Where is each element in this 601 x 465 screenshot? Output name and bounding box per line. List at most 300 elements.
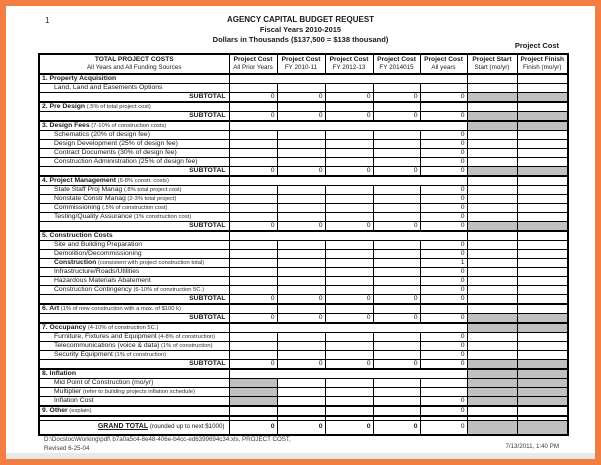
row-label-note: (1% of construction): [159, 343, 213, 349]
column-header-project-finish: Project Finish Finish (mo/yr): [517, 54, 568, 74]
bottom-gray-strip: [6, 453, 595, 459]
row-label-text: Contract Documents (30% of design fee): [54, 149, 177, 156]
cost-cell: [373, 286, 420, 295]
cost-cell: 0: [420, 333, 467, 342]
start-cell: [467, 406, 517, 416]
row-label-text: Construction Contingency: [54, 286, 132, 293]
project-cost-corner-label: Project Cost: [514, 41, 559, 50]
cost-cell: [229, 379, 277, 388]
page-number: 1: [45, 16, 50, 25]
start-cell: [467, 102, 517, 112]
finish-cell: [517, 158, 568, 167]
cost-cell: [325, 241, 373, 250]
table-row: [39, 250, 568, 259]
cost-cell: [325, 204, 373, 213]
start-cell: [467, 131, 517, 140]
start-cell: [467, 333, 517, 342]
table-row: [39, 406, 568, 416]
finish-cell: [517, 420, 568, 435]
cost-cell: 1: [420, 259, 467, 268]
cost-cell: 0: [277, 167, 325, 177]
start-cell: [467, 314, 517, 324]
cost-cell: [373, 204, 420, 213]
row-label-text: Construction Administration (25% of design fee): [54, 158, 198, 165]
finish-cell: [517, 379, 568, 388]
row-label-text: Inflation Cost: [54, 397, 94, 404]
row-label: [39, 277, 229, 286]
cost-cell: [420, 304, 467, 314]
table-row: [39, 121, 568, 131]
row-label: [39, 342, 229, 351]
row-label: [39, 241, 229, 250]
row-label-text: Furniture, Fixtures and Equipment: [54, 333, 157, 340]
cost-cell: 0: [277, 112, 325, 122]
cost-cell: [325, 397, 373, 407]
cost-cell: [325, 250, 373, 259]
row-label-note: (1% construction cost): [132, 214, 192, 220]
column-header-all-prior-years: Project Cost All Prior Years: [229, 54, 277, 74]
cost-cell: 0: [420, 406, 467, 416]
cost-cell: [277, 397, 325, 407]
row-label: SUBTOTAL: [39, 167, 229, 177]
cost-cell: 0: [420, 131, 467, 140]
finish-cell: [517, 204, 568, 213]
start-cell: [467, 231, 517, 241]
cost-cell: [325, 102, 373, 112]
row-label-text: Nonstate Constr Manag: [54, 195, 126, 202]
finish-cell: [517, 102, 568, 112]
cost-cell: [325, 379, 373, 388]
cost-cell: [325, 84, 373, 93]
start-cell: [467, 167, 517, 177]
merged-cost-cell: [229, 231, 467, 241]
cost-cell: 0: [229, 167, 277, 177]
cost-cell: 0: [373, 222, 420, 232]
finish-cell: [517, 314, 568, 324]
cost-cell: [373, 342, 420, 351]
cost-cell: [229, 241, 277, 250]
start-cell: [467, 295, 517, 305]
row-label: [39, 388, 229, 397]
start-cell: [467, 268, 517, 277]
table-row: [39, 131, 568, 140]
row-label-text: 5. Construction Costs: [42, 232, 113, 239]
cost-cell: 0: [325, 167, 373, 177]
row-label-note: (6-10% of construction 5C.): [131, 287, 205, 293]
cost-cell: [420, 379, 467, 388]
cost-cell: [420, 102, 467, 112]
row-label: [39, 84, 229, 93]
finish-cell: [517, 286, 568, 295]
cost-cell: [325, 213, 373, 222]
cost-cell: 0: [420, 204, 467, 213]
row-label: [39, 351, 229, 360]
row-label: [39, 268, 229, 277]
row-label: [39, 379, 229, 388]
row-label-text: 9. Other: [42, 407, 68, 414]
cost-cell: 0: [229, 295, 277, 305]
table-row: [39, 158, 568, 167]
cost-cell: 0: [229, 222, 277, 232]
start-cell: [467, 84, 517, 93]
cost-cell: [277, 379, 325, 388]
cost-cell: [373, 379, 420, 388]
cost-cell: 0: [229, 314, 277, 324]
row-label: [39, 397, 229, 407]
finish-cell: [517, 167, 568, 177]
finish-cell: [517, 304, 568, 314]
merged-cost-cell: [229, 176, 467, 186]
start-cell: [467, 397, 517, 407]
row-label-text: 1. Property Acquisition: [42, 75, 117, 82]
finish-cell: [517, 250, 568, 259]
cost-cell: 0: [373, 167, 420, 177]
table-row: [39, 222, 568, 232]
cost-cell: [420, 388, 467, 397]
start-cell: [467, 323, 517, 333]
cost-cell: [325, 304, 373, 314]
row-label-note: (1% of new construction with a max. of $100 k): [59, 306, 181, 312]
finish-cell: [517, 342, 568, 351]
start-cell: [467, 286, 517, 295]
cost-cell: [229, 149, 277, 158]
table-row: [39, 286, 568, 295]
cost-cell: [325, 268, 373, 277]
table-row: [39, 186, 568, 195]
cost-cell: [373, 131, 420, 140]
finish-cell: [517, 195, 568, 204]
start-cell: [467, 204, 517, 213]
row-label-text: Schematics (20% of design fee): [54, 131, 150, 138]
cost-cell: [229, 213, 277, 222]
cost-cell: [277, 140, 325, 149]
row-label-text: Hazardous Materials Abatement: [54, 277, 151, 284]
row-label: [39, 323, 229, 333]
row-label: [39, 231, 229, 241]
column-header-project-start: Project Start Start (mo/yr): [467, 54, 517, 74]
finish-cell: [517, 149, 568, 158]
cost-cell: 0: [277, 360, 325, 370]
cost-cell: [373, 186, 420, 195]
cost-cell: [325, 342, 373, 351]
cost-cell: [229, 158, 277, 167]
cost-cell: [229, 397, 277, 407]
cost-cell: [325, 351, 373, 360]
cost-cell: [277, 351, 325, 360]
finish-cell: [517, 131, 568, 140]
row-label-note: (.5% of total project cost): [85, 104, 151, 110]
start-cell: [467, 241, 517, 250]
row-label: [39, 149, 229, 158]
row-label-note: (7-10% of construction costs): [89, 123, 167, 129]
cost-cell: [277, 131, 325, 140]
table-row: [39, 323, 568, 333]
row-label-note: (4-10% of construction 5C.): [86, 325, 159, 331]
table-row: [39, 140, 568, 149]
cost-cell: [325, 149, 373, 158]
row-label-note: (explain): [67, 408, 92, 414]
start-cell: [467, 74, 517, 84]
cost-cell: 0: [325, 295, 373, 305]
cost-cell: 0: [420, 250, 467, 259]
row-label-text: 3. Design Fees: [42, 122, 90, 129]
column-header-total-project-costs: TOTAL PROJECT COSTS All Years and All Funding Sources: [39, 54, 229, 74]
row-label: SUBTOTAL: [39, 314, 229, 324]
finish-cell: [517, 333, 568, 342]
finish-cell: [517, 74, 568, 84]
cost-cell: [277, 186, 325, 195]
cost-cell: [277, 204, 325, 213]
start-cell: [467, 195, 517, 204]
cost-cell: 0: [420, 342, 467, 351]
cost-cell: 0: [420, 360, 467, 370]
cost-cell: [325, 333, 373, 342]
finish-cell: [517, 388, 568, 397]
cost-cell: 0: [325, 360, 373, 370]
finish-cell: [517, 213, 568, 222]
cost-cell: 0: [277, 93, 325, 103]
start-cell: [467, 360, 517, 370]
cost-cell: [229, 250, 277, 259]
cost-cell: [373, 140, 420, 149]
column-header-fy-2010-11: Project Cost FY 2010-11: [277, 54, 325, 74]
cost-cell: [325, 406, 373, 416]
row-label-note: (1% of construction): [112, 352, 167, 358]
finish-cell: [517, 121, 568, 131]
finish-cell: [517, 112, 568, 122]
table-row: [39, 167, 568, 177]
row-label-note: (consistent with project construction total): [96, 260, 205, 266]
row-label: [39, 420, 229, 435]
finish-cell: [517, 93, 568, 103]
document-page: [6, 6, 595, 459]
cost-cell: 0: [420, 397, 467, 407]
row-label-text: Multiplier: [54, 388, 82, 395]
start-cell: [467, 304, 517, 314]
cost-cell: [277, 406, 325, 416]
cost-cell: [373, 149, 420, 158]
table-row: [39, 204, 568, 213]
table-row: [39, 314, 568, 324]
cost-cell: 0: [420, 112, 467, 122]
cost-cell: 0: [373, 295, 420, 305]
cost-cell: [229, 286, 277, 295]
cost-cell: [373, 406, 420, 416]
cost-cell: 0: [373, 314, 420, 324]
column-header-all-years: Project Cost All years: [420, 54, 467, 74]
row-label-text: Construction: [54, 259, 97, 266]
table-row: [39, 231, 568, 241]
cost-cell: [373, 259, 420, 268]
column-header-fy-2012-13: Project Cost FY 2012-13: [325, 54, 373, 74]
cost-cell: 0: [325, 420, 373, 435]
footer-file-path: D:\Docstoc\Working\pdf\ b7a0a5c4-8e48-406e-b4cc-ed6399694c34.xls, PROJECT COST,: [44, 436, 291, 443]
table-row: [39, 112, 568, 122]
finish-cell: [517, 323, 568, 333]
cost-cell: [229, 259, 277, 268]
row-label: [39, 195, 229, 204]
cost-cell: 0: [373, 420, 420, 435]
cost-cell: [277, 250, 325, 259]
merged-cost-cell: [229, 121, 467, 131]
cost-cell: [277, 388, 325, 397]
cost-cell: 0: [420, 351, 467, 360]
cost-cell: 0: [420, 158, 467, 167]
start-cell: [467, 259, 517, 268]
cost-cell: [277, 84, 325, 93]
cost-cell: [229, 131, 277, 140]
table-row: [39, 259, 568, 268]
finish-cell: [517, 360, 568, 370]
cost-cell: [229, 186, 277, 195]
document-title-block: [6, 15, 595, 45]
cost-cell: 0: [420, 222, 467, 232]
row-label: SUBTOTAL: [39, 93, 229, 103]
row-label-note: (4-8% of construction): [156, 334, 216, 340]
row-label-note: (6-8% constr. costs): [116, 178, 169, 184]
finish-cell: [517, 140, 568, 149]
table-row: [39, 388, 568, 397]
cost-cell: 0: [420, 195, 467, 204]
start-cell: [467, 149, 517, 158]
row-label-text: Testing/Quality Assurance: [54, 213, 133, 220]
start-cell: [467, 213, 517, 222]
document-title: AGENCY CAPITAL BUDGET REQUEST: [226, 15, 375, 24]
grand-total-label: GRAND TOTAL: [97, 423, 149, 431]
footer-print-datetime: 7/13/2011, 1:40 PM: [505, 443, 559, 450]
table-row: [39, 195, 568, 204]
document-subtitle-fiscal-years: Fiscal Years 2010-2015: [259, 25, 342, 34]
cost-cell: 0: [325, 112, 373, 122]
row-label: [39, 304, 229, 314]
cost-cell: 0: [420, 213, 467, 222]
finish-cell: [517, 222, 568, 232]
cost-cell: [229, 84, 277, 93]
table-row: [39, 176, 568, 186]
cost-cell: 0: [420, 268, 467, 277]
row-label-text: Site and Building Preparation: [54, 241, 143, 248]
table-row: [39, 149, 568, 158]
cost-cell: [373, 277, 420, 286]
cost-cell: 0: [420, 277, 467, 286]
column-header-fy-2014-15: Project Cost FY 2014015: [373, 54, 420, 74]
cost-cell: [373, 241, 420, 250]
cost-cell: [277, 102, 325, 112]
finish-cell: [517, 277, 568, 286]
cost-cell: 0: [420, 420, 467, 435]
cost-cell: [373, 397, 420, 407]
cost-cell: [229, 195, 277, 204]
finish-cell: [517, 369, 568, 379]
cost-cell: [229, 268, 277, 277]
row-label-note: (2-3% total project): [125, 196, 177, 202]
row-label: [39, 176, 229, 186]
start-cell: [467, 250, 517, 259]
finish-cell: [517, 231, 568, 241]
table-row: [39, 342, 568, 351]
cost-cell: [277, 158, 325, 167]
cost-cell: [373, 84, 420, 93]
row-label-text: 4. Project Management: [42, 177, 117, 184]
cost-cell: [277, 149, 325, 158]
cost-cell: [325, 195, 373, 204]
table-row: [39, 379, 568, 388]
cost-cell: [325, 158, 373, 167]
cost-cell: [277, 342, 325, 351]
cost-cell: 0: [373, 93, 420, 103]
cost-cell: [229, 342, 277, 351]
cost-cell: [277, 268, 325, 277]
finish-cell: [517, 241, 568, 250]
row-label-text: Infrastructure/Roads/Utilities: [54, 268, 140, 275]
row-label-text: Demolition/Decommissioning: [54, 250, 142, 257]
footer-file-info: [44, 435, 291, 453]
finish-cell: [517, 84, 568, 93]
row-label: [39, 121, 229, 131]
row-label-note: (.8% total project cost): [122, 187, 182, 193]
row-label: SUBTOTAL: [39, 295, 229, 305]
row-label: [39, 406, 229, 416]
cost-cell: 0: [420, 93, 467, 103]
cost-cell: [325, 140, 373, 149]
cost-cell: 0: [325, 222, 373, 232]
table-row: [39, 333, 568, 342]
table-row: [39, 304, 568, 314]
row-label: [39, 74, 229, 84]
row-label: [39, 333, 229, 342]
grand-total-note: (rounded up to next $1000): [148, 423, 225, 431]
table-row: [39, 84, 568, 93]
cost-cell: [277, 259, 325, 268]
start-cell: [467, 369, 517, 379]
merged-cost-cell: [229, 74, 467, 84]
cost-cell: 0: [420, 149, 467, 158]
row-label: SUBTOTAL: [39, 222, 229, 232]
cost-cell: [325, 131, 373, 140]
row-label-text: 7. Occupancy: [42, 324, 87, 331]
cost-cell: [373, 250, 420, 259]
cost-cell: [229, 388, 277, 397]
start-cell: [467, 342, 517, 351]
start-cell: [467, 140, 517, 149]
cost-cell: 0: [277, 295, 325, 305]
finish-cell: [517, 397, 568, 407]
start-cell: [467, 158, 517, 167]
table-row: [39, 268, 568, 277]
table-row: [39, 295, 568, 305]
cost-cell: [373, 102, 420, 112]
table-header-row: [39, 54, 568, 74]
start-cell: [467, 351, 517, 360]
cost-cell: 0: [420, 186, 467, 195]
cost-cell: [277, 241, 325, 250]
finish-cell: [517, 268, 568, 277]
row-label: [39, 259, 229, 268]
cost-cell: [229, 333, 277, 342]
row-label-text: 2. Pre Design: [42, 103, 86, 110]
cost-cell: [229, 277, 277, 286]
cost-cell: [277, 213, 325, 222]
cost-cell: 0: [277, 420, 325, 435]
cost-cell: 0: [420, 241, 467, 250]
row-label-text: Mid Point of Construction (mo/yr): [54, 379, 154, 386]
row-label-text: Security Equipment: [54, 351, 113, 358]
cost-cell: [229, 304, 277, 314]
cost-cell: [277, 304, 325, 314]
row-label: [39, 213, 229, 222]
start-cell: [467, 93, 517, 103]
row-label-text: Design Development (25% of design fee): [54, 140, 178, 147]
